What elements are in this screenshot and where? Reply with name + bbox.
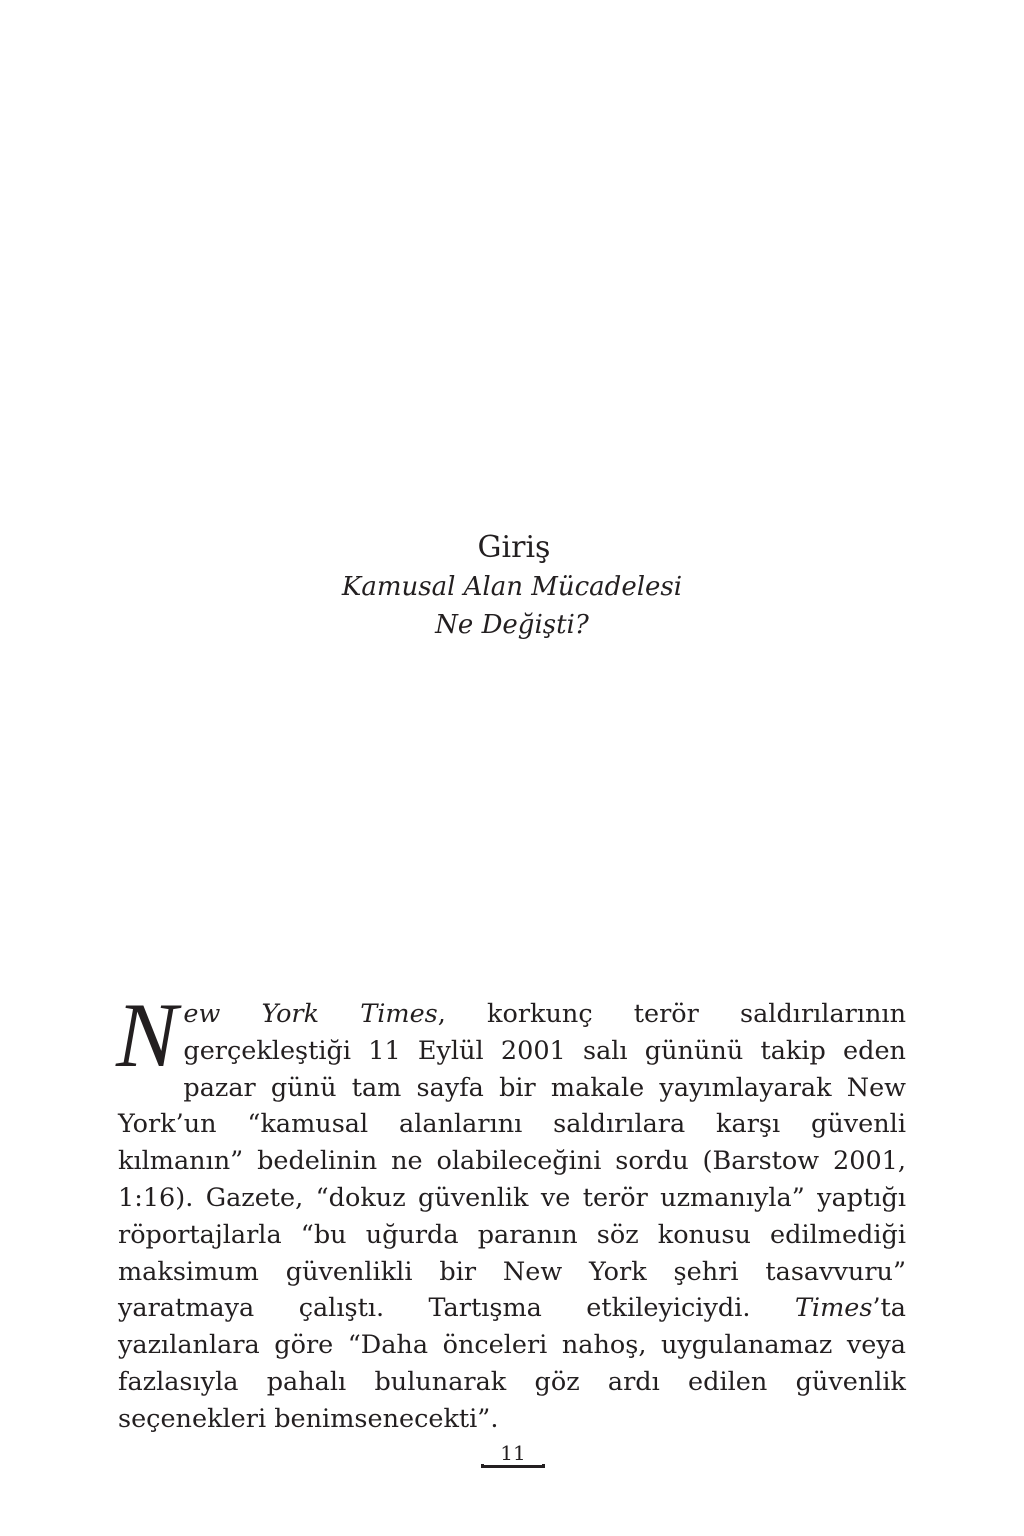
page-number-bracket-rule xyxy=(481,1464,545,1468)
newspaper-name: ew York Times xyxy=(183,999,438,1029)
newspaper-short-name: Times xyxy=(794,1293,873,1324)
chapter-subtitle-line-2: Ne Değişti? xyxy=(435,610,589,640)
paragraph-text-part-1: , korkunç terör saldırılarının gerçekleştiği 11 Eylül 2001 salı gününü takip eden pazar günü tam sayfa bir makale yayımlayarak New York’un “kamusal alanlarını saldırılara karşı güvenli kılmanın” bedelinin ne olabileceğini sordu (Barstow 2001, 1:16). Gazete, “dokuz güvenlik ve terör uzmanıyla” yaptığı röportajlarla “bu uğurda paranın söz konusu edilmediği maksimum güvenlikli bir New York şehri tasavvuru” yaratmaya çalıştı. Tartışma etkileyiciydi. xyxy=(118,999,906,1324)
page-number-block xyxy=(481,1440,545,1468)
chapter-heading xyxy=(0,528,1024,644)
drop-cap: N xyxy=(116,984,178,1086)
chapter-subtitle-line-1: Kamusal Alan Mücadelesi xyxy=(341,572,683,602)
page-number: 11 xyxy=(500,1441,526,1465)
body-paragraph xyxy=(116,984,906,1438)
chapter-title: Giriş xyxy=(477,530,551,565)
paragraph-text-part-2: ’ta yazılanlara göre “Daha önceleri nahoş, uygulanamaz veya fazlasıyla pahalı bulunarak göz ardı edilen güvenlik seçenekleri benimsenecekti”. xyxy=(118,1293,906,1434)
